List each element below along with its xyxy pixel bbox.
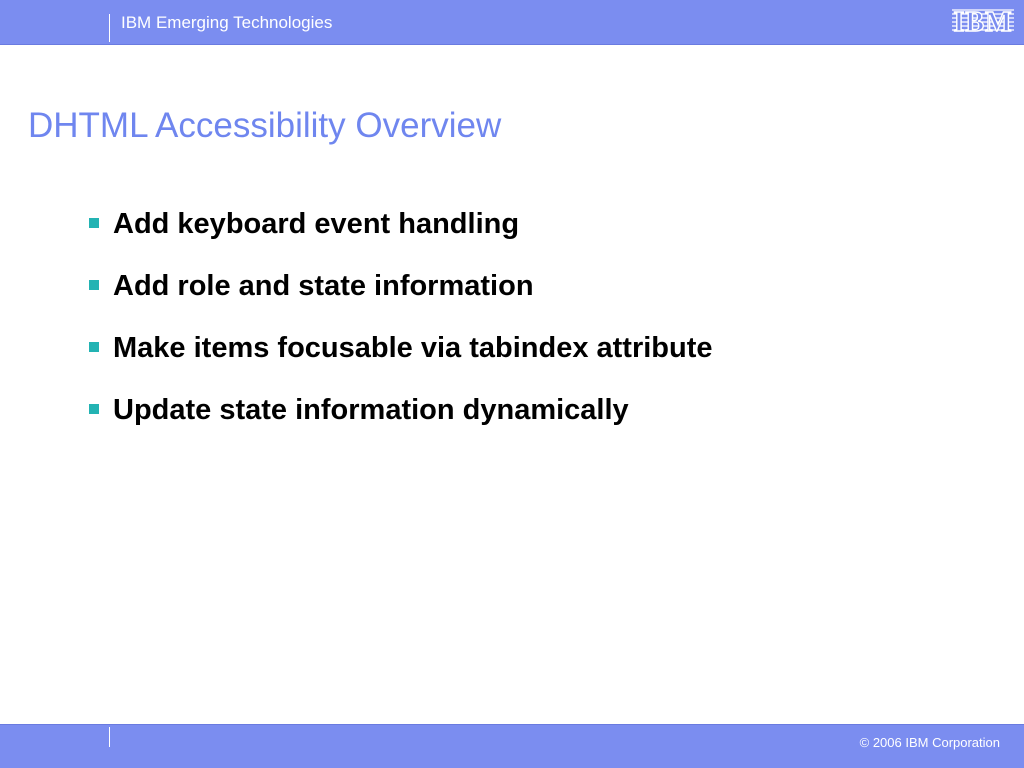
header-divider: [109, 14, 110, 42]
copyright-text: © 2006 IBM Corporation: [859, 735, 1000, 750]
header-title: IBM Emerging Technologies: [121, 13, 333, 32]
square-bullet-icon: [89, 404, 99, 414]
square-bullet-icon: [89, 218, 99, 228]
square-bullet-icon: [89, 342, 99, 352]
bullet-text: Update state information dynamically: [113, 394, 629, 426]
footer-divider: [109, 727, 110, 747]
bullet-item: [89, 266, 713, 328]
square-bullet-icon: [89, 280, 99, 290]
bullet-item: [89, 328, 713, 390]
svg-text:IBM: IBM: [953, 7, 1013, 36]
bullet-item: [89, 204, 713, 266]
bullet-list: [89, 204, 713, 452]
bullet-item: [89, 390, 713, 452]
bullet-text: Make items focusable via tabindex attribute: [113, 332, 713, 364]
ibm-logo-icon: [948, 4, 1018, 36]
slide-title: DHTML Accessibility Overview: [28, 106, 502, 145]
bullet-text: Add role and state information: [113, 270, 534, 302]
header-bar: [0, 0, 1024, 45]
bullet-text: Add keyboard event handling: [113, 208, 520, 240]
footer-bar: [0, 724, 1024, 768]
